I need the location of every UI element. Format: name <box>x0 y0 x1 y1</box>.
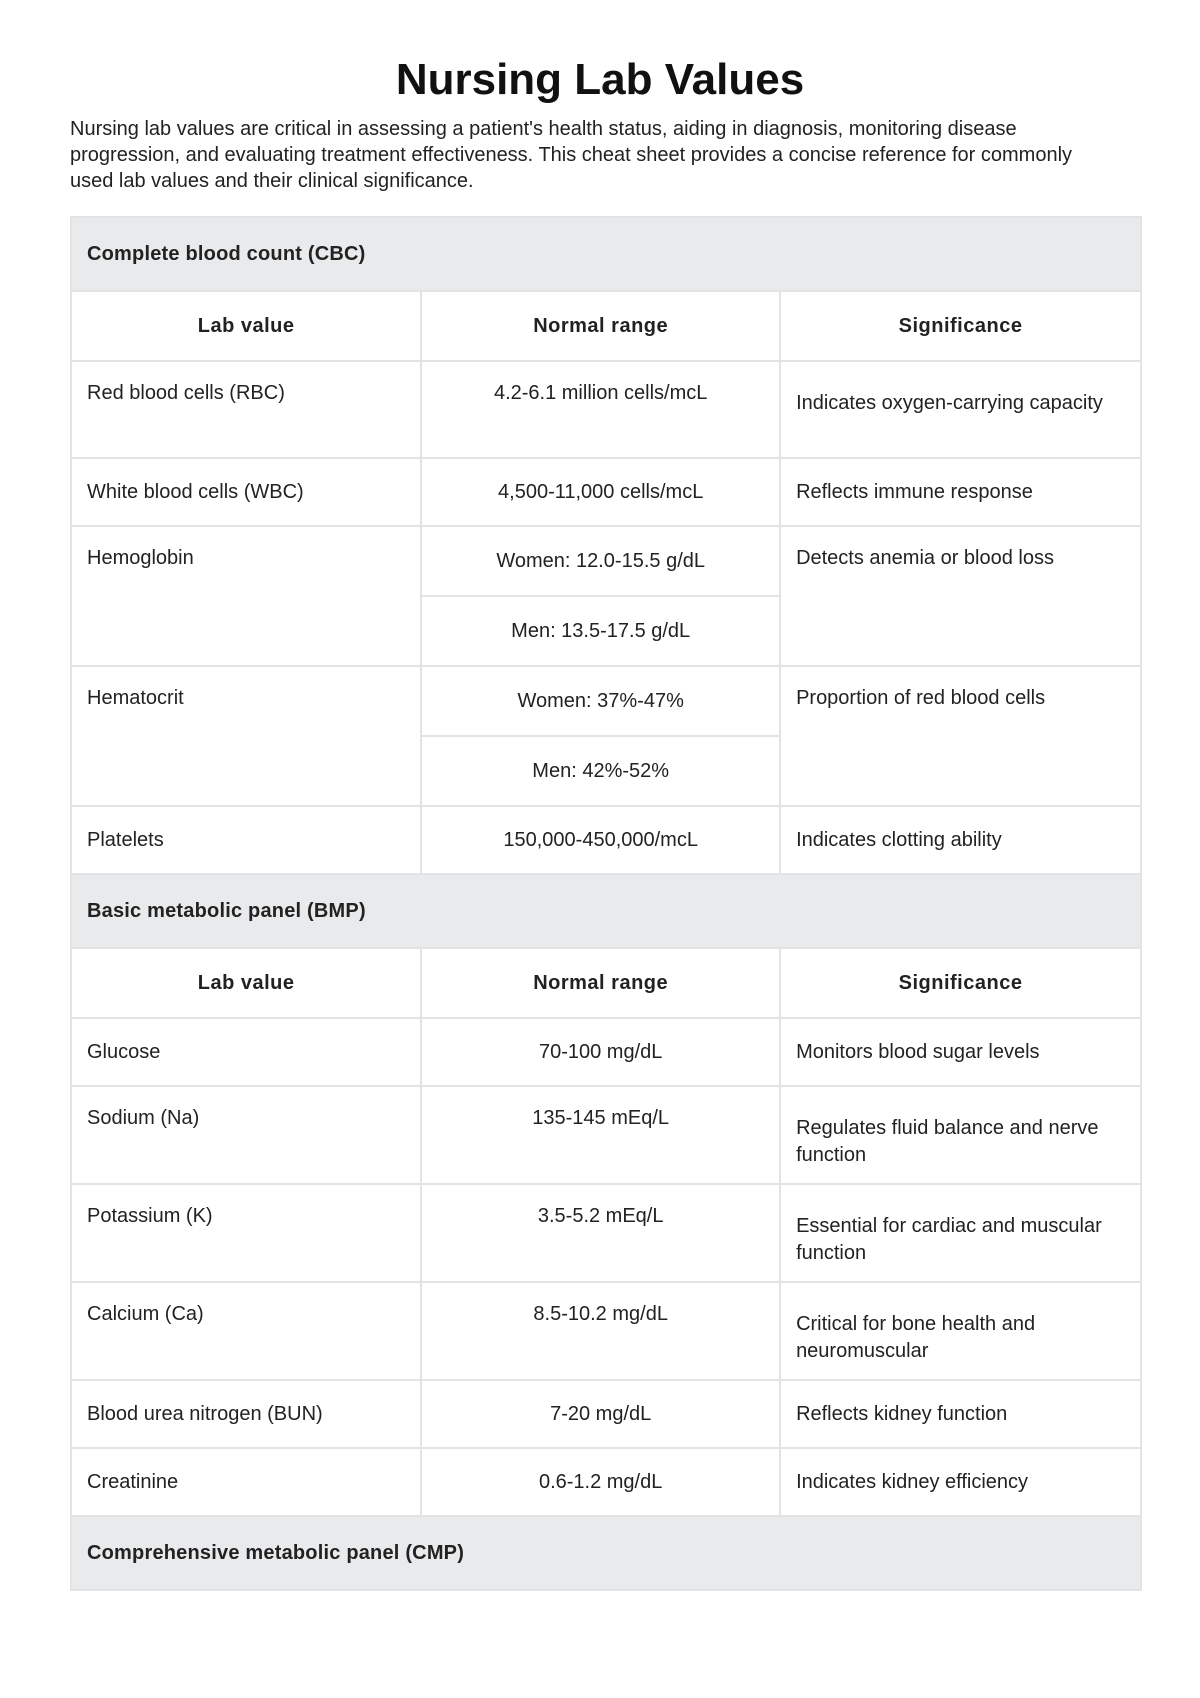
table-row-platelets <box>71 806 1141 874</box>
table-row-glucose <box>71 1018 1141 1086</box>
lab-name: Glucose <box>71 1018 421 1086</box>
table-row-potassium <box>71 1184 1141 1282</box>
significance: Detects anemia or blood loss <box>780 526 1141 666</box>
normal-range: 150,000-450,000/mcL <box>421 806 780 874</box>
significance: Reflects immune response <box>780 458 1141 526</box>
significance: Indicates oxygen-carrying capacity <box>780 361 1141 458</box>
significance: Monitors blood sugar levels <box>780 1018 1141 1086</box>
normal-range: 3.5-5.2 mEq/L <box>421 1184 780 1282</box>
table-row-rbc <box>71 361 1141 458</box>
significance: Indicates kidney efficiency <box>780 1448 1141 1516</box>
header-normal-range: Normal range <box>421 948 780 1018</box>
section-title: Basic metabolic panel (BMP) <box>71 874 1141 948</box>
lab-name: Sodium (Na) <box>71 1086 421 1184</box>
table-row-hemoglobin <box>71 526 1141 596</box>
normal-range: 7-20 mg/dL <box>421 1380 780 1448</box>
significance: Reflects kidney function <box>780 1380 1141 1448</box>
section-header-bmp <box>71 874 1141 948</box>
header-lab-value: Lab value <box>71 948 421 1018</box>
column-header-row <box>71 948 1141 1018</box>
header-lab-value: Lab value <box>71 291 421 361</box>
table-row-creatinine <box>71 1448 1141 1516</box>
normal-range-women: Women: 37%-47% <box>421 666 780 736</box>
lab-name: Hematocrit <box>71 666 421 806</box>
table-row-calcium <box>71 1282 1141 1380</box>
lab-name: Creatinine <box>71 1448 421 1516</box>
normal-range-men: Men: 13.5-17.5 g/dL <box>421 596 780 666</box>
section-title: Complete blood count (CBC) <box>71 217 1141 291</box>
significance: Essential for cardiac and muscular function <box>780 1184 1141 1282</box>
normal-range-men: Men: 42%-52% <box>421 736 780 806</box>
table-row-bun <box>71 1380 1141 1448</box>
section-title: Comprehensive metabolic panel (CMP) <box>71 1516 1141 1590</box>
normal-range: 70-100 mg/dL <box>421 1018 780 1086</box>
table-row-sodium <box>71 1086 1141 1184</box>
section-header-cmp <box>71 1516 1141 1590</box>
lab-values-table <box>70 216 1142 1591</box>
normal-range: 4.2-6.1 million cells/mcL <box>421 361 780 458</box>
lab-name: Potassium (K) <box>71 1184 421 1282</box>
page-title: Nursing Lab Values <box>395 55 805 104</box>
header-normal-range: Normal range <box>421 291 780 361</box>
lab-name: Calcium (Ca) <box>71 1282 421 1380</box>
normal-range: 8.5-10.2 mg/dL <box>421 1282 780 1380</box>
lab-name: Platelets <box>71 806 421 874</box>
significance: Regulates fluid balance and nerve function <box>780 1086 1141 1184</box>
significance: Critical for bone health and neuromuscular <box>780 1282 1141 1380</box>
normal-range: 135-145 mEq/L <box>421 1086 780 1184</box>
normal-range: 0.6-1.2 mg/dL <box>421 1448 780 1516</box>
lab-name: Hemoglobin <box>71 526 421 666</box>
significance: Indicates clotting ability <box>780 806 1141 874</box>
lab-name: White blood cells (WBC) <box>71 458 421 526</box>
header-significance: Significance <box>780 291 1141 361</box>
normal-range: 4,500-11,000 cells/mcL <box>421 458 780 526</box>
table-row-hematocrit <box>71 666 1141 736</box>
header-significance: Significance <box>780 948 1141 1018</box>
table-row-wbc <box>71 458 1141 526</box>
significance: Proportion of red blood cells <box>780 666 1141 806</box>
lab-name: Red blood cells (RBC) <box>71 361 421 458</box>
lab-name: Blood urea nitrogen (BUN) <box>71 1380 421 1448</box>
normal-range-women: Women: 12.0-15.5 g/dL <box>421 526 780 596</box>
section-header-cbc <box>71 217 1141 291</box>
intro-paragraph: Nursing lab values are critical in assessing a patient's health status, aiding in diagnosis, monitoring disease progression, and evaluating treatment effectiveness. This cheat sheet provides a concise reference for commonly used lab values and their clinical significance. <box>70 118 1073 192</box>
column-header-row <box>71 291 1141 361</box>
